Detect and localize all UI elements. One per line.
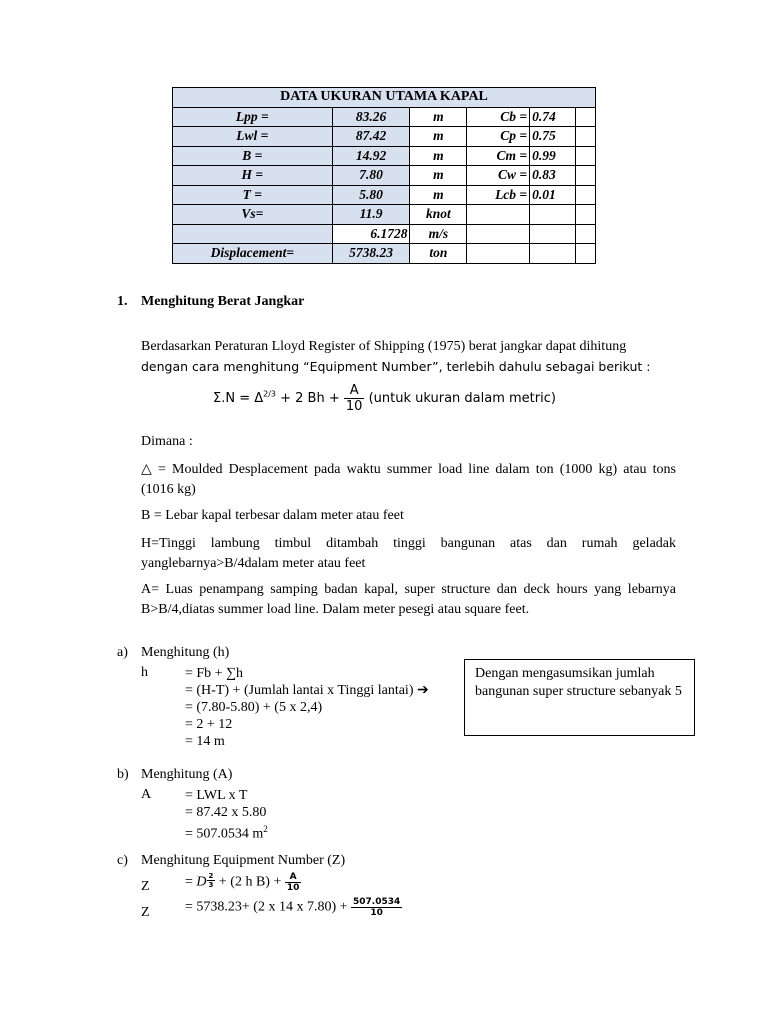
row-unit: m bbox=[410, 146, 467, 166]
fraction-numerator: 507.0534 bbox=[353, 897, 401, 907]
row-value: 83.26 bbox=[332, 107, 410, 127]
line-text: = 5738.23+ (2 x 14 x 7.80) + bbox=[185, 899, 352, 915]
part-c-line-2 bbox=[185, 897, 402, 918]
intro-line-1: Berdasarkan Peraturan Lloyd Register of Shipping (1975) berat jangkar dapat dihitung bbox=[141, 339, 627, 354]
section-number: 1. bbox=[117, 294, 128, 309]
part-a-label: a) bbox=[117, 645, 128, 660]
formula-left: Σ.N = Δ bbox=[213, 391, 264, 406]
part-a-title: Menghitung (h) bbox=[141, 645, 230, 660]
coef-label: Cb = bbox=[467, 107, 530, 127]
row-unit: m bbox=[410, 166, 467, 186]
row-value: 7.80 bbox=[332, 166, 410, 186]
step-text: = 507.0534 m bbox=[185, 826, 264, 842]
table-row bbox=[173, 205, 596, 225]
definition-delta: = Moulded Desplacement pada waktu summer load line dalam ton (1000 kg) atau tons (1016 kg) bbox=[141, 462, 676, 497]
table-row bbox=[173, 166, 596, 186]
coef-label bbox=[467, 244, 530, 264]
row-value: 87.42 bbox=[332, 127, 410, 147]
row-unit: m bbox=[410, 107, 467, 127]
row-value: 11.9 bbox=[332, 205, 410, 225]
part-c-line-1 bbox=[185, 872, 301, 893]
empty-cell bbox=[576, 224, 596, 244]
coef-label: Cw = bbox=[467, 166, 530, 186]
coef-label bbox=[467, 224, 530, 244]
fraction-denominator: 10 bbox=[345, 399, 363, 414]
a-over-10-value bbox=[351, 897, 402, 918]
coef-label bbox=[467, 205, 530, 225]
delta-symbol: △ bbox=[141, 462, 152, 477]
step-line: = 14 m bbox=[185, 734, 225, 749]
step-line: = (7.80-5.80) + (5 x 2,4) bbox=[185, 700, 323, 715]
empty-cell bbox=[576, 166, 596, 186]
section-heading: Menghitung Berat Jangkar bbox=[141, 294, 305, 309]
table-row bbox=[173, 146, 596, 166]
coef-value: 0.75 bbox=[530, 127, 576, 147]
table-row bbox=[173, 107, 596, 127]
empty-cell bbox=[576, 127, 596, 147]
row-value: 6.1728 bbox=[332, 224, 410, 244]
table-title: DATA UKURAN UTAMA KAPAL bbox=[173, 88, 596, 108]
row-label: Lpp = bbox=[173, 107, 333, 127]
line-text: + (2 h B) + bbox=[215, 874, 285, 890]
row-unit: ton bbox=[410, 244, 467, 264]
dimana-label: Dimana : bbox=[141, 434, 193, 449]
coef-label: Cp = bbox=[467, 127, 530, 147]
part-c-title: Menghitung Equipment Number (Z) bbox=[141, 853, 346, 868]
empty-cell bbox=[576, 146, 596, 166]
part-b-label: b) bbox=[117, 767, 129, 782]
row-value: 5738.23 bbox=[332, 244, 410, 264]
step-line: = Fb + ∑h bbox=[185, 666, 244, 681]
definition-h: H=Tinggi lambung timbul ditambah tinggi bangunan atas dan rumah geladak yanglebarnya>B/4dalam meter atau feet bbox=[141, 536, 676, 571]
coef-value bbox=[530, 244, 576, 264]
row-unit: m bbox=[410, 127, 467, 147]
coef-value: 0.74 bbox=[530, 107, 576, 127]
part-a-var: h bbox=[141, 665, 148, 680]
step-line: = 2 + 12 bbox=[185, 717, 233, 732]
coef-value bbox=[530, 224, 576, 244]
coef-value bbox=[530, 205, 576, 225]
assumption-note: Dengan mengasumsikan jumlah bangunan super structure sebanyak 5 bbox=[475, 666, 682, 699]
row-label: Vs= bbox=[173, 205, 333, 225]
fraction-numerator: A bbox=[285, 872, 302, 883]
table-row bbox=[173, 244, 596, 264]
table-row bbox=[173, 127, 596, 147]
assumption-note-box bbox=[464, 659, 695, 736]
part-b-steps bbox=[185, 787, 268, 843]
part-b-title: Menghitung (A) bbox=[141, 767, 233, 782]
fraction-denominator: 10 bbox=[286, 883, 300, 893]
coef-value: 0.99 bbox=[530, 146, 576, 166]
step-line: = (H-T) + (Jumlah lantai x Tinggi lantai) ➔ bbox=[185, 683, 429, 698]
part-b-var: A bbox=[141, 787, 152, 802]
table-row bbox=[173, 185, 596, 205]
part-c-var-1: Z bbox=[141, 879, 150, 894]
table-row bbox=[173, 224, 596, 244]
definition-b: B = Lebar kapal terbesar dalam meter atau feet bbox=[141, 508, 404, 523]
coef-value: 0.01 bbox=[530, 185, 576, 205]
exp-numerator: 2 bbox=[208, 872, 214, 880]
row-value: 5.80 bbox=[332, 185, 410, 205]
step-line: = LWL x T bbox=[185, 788, 248, 803]
empty-cell bbox=[576, 205, 596, 225]
row-label bbox=[173, 224, 333, 244]
row-label: Lwl = bbox=[173, 127, 333, 147]
fraction-numerator: A bbox=[344, 383, 365, 399]
empty-cell bbox=[576, 244, 596, 264]
table-title-row bbox=[173, 88, 596, 108]
fraction-denominator: 10 bbox=[370, 908, 383, 918]
row-label: Displacement= bbox=[173, 244, 333, 264]
equals: = bbox=[185, 874, 197, 890]
empty-cell bbox=[576, 107, 596, 127]
coef-label: Cm = bbox=[467, 146, 530, 166]
row-label: B = bbox=[173, 146, 333, 166]
part-a-steps bbox=[185, 665, 429, 750]
definition-a: A= Luas penampang samping badan kapal, super structure dan deck hours yang lebarnya B>B/4,diatas summer load line. Dalam meter pesegi atau square feet. bbox=[141, 582, 676, 617]
row-label: T = bbox=[173, 185, 333, 205]
exp-denominator: 3 bbox=[208, 881, 214, 889]
empty-cell bbox=[576, 185, 596, 205]
formula-note: (untuk ukuran dalam metric) bbox=[368, 391, 556, 406]
step-line: = 87.42 x 5.80 bbox=[185, 805, 267, 820]
part-c-var-2: Z bbox=[141, 905, 150, 920]
part-c-label: c) bbox=[117, 853, 128, 868]
formula-exponent: 2/3 bbox=[263, 389, 276, 399]
formula-fraction bbox=[344, 383, 365, 414]
a-over-10 bbox=[285, 872, 302, 893]
formula-mid: + 2 Bh + bbox=[276, 391, 344, 406]
row-label: H = bbox=[173, 166, 333, 186]
row-unit: m bbox=[410, 185, 467, 205]
ship-dimensions-table bbox=[172, 87, 596, 264]
step-line bbox=[185, 821, 268, 843]
row-value: 14.92 bbox=[332, 146, 410, 166]
intro-line-2: dengan cara menghitung “Equipment Number”, terlebih dahulu sebagai berikut : bbox=[141, 359, 651, 374]
row-unit: knot bbox=[410, 205, 467, 225]
coef-value: 0.83 bbox=[530, 166, 576, 186]
equipment-number-formula bbox=[213, 383, 556, 414]
unit-superscript: 2 bbox=[263, 824, 268, 834]
row-unit: m/s bbox=[410, 224, 467, 244]
d-symbol: D bbox=[196, 874, 207, 890]
coef-label: Lcb = bbox=[467, 185, 530, 205]
